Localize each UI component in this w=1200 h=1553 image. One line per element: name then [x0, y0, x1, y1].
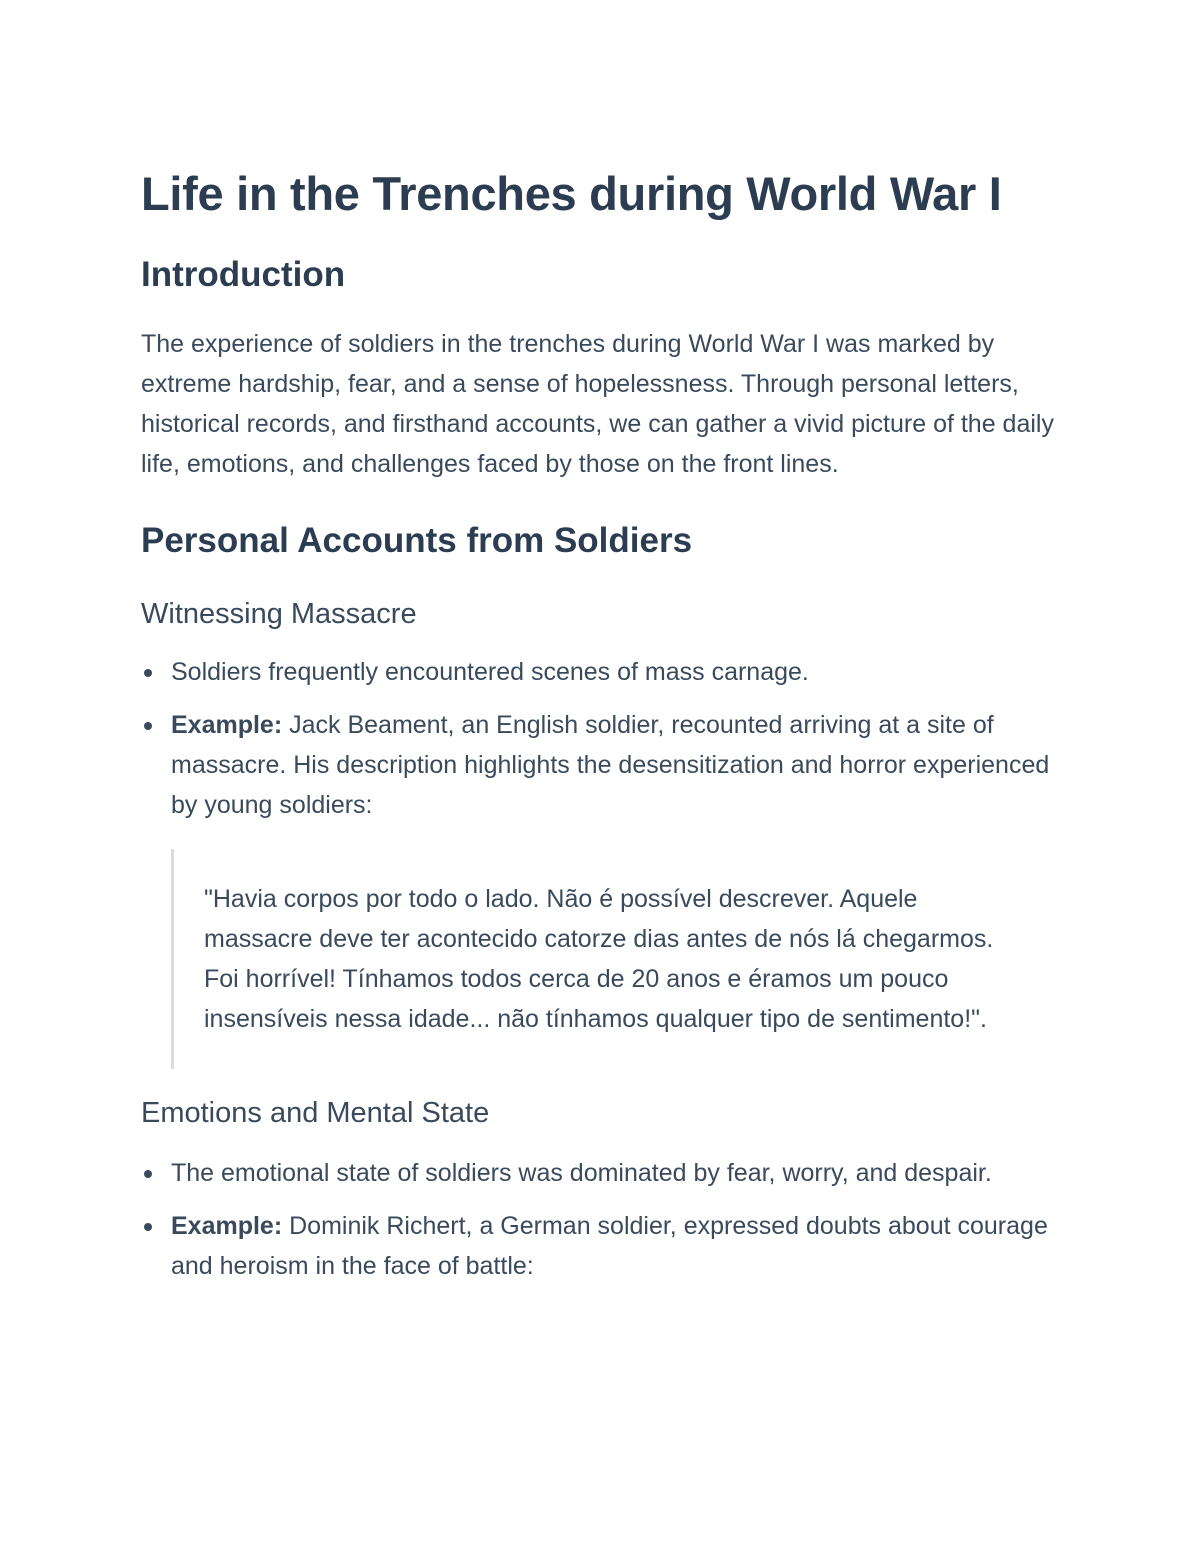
- list-item: [141, 652, 1061, 692]
- personal-accounts-heading: Personal Accounts from Soldiers: [141, 521, 693, 560]
- list-item: [141, 1206, 1061, 1286]
- document-title: Life in the Trenches during World War I: [141, 167, 1002, 220]
- list-item: [141, 1153, 1061, 1193]
- example-label: Example:: [171, 711, 283, 739]
- introduction-paragraph: The experience of soldiers in the trenches during World War I was marked by extreme hardship, fear, and a sense of hopelessness. Through personal letters, historical records, and firsthand accounts, we can gather a vivid picture of the daily life, emotions, and challenges faced by those on the front lines.: [141, 330, 1054, 478]
- bullet-icon: [144, 1170, 152, 1178]
- document-page: [141, 150, 1061, 1299]
- introduction-heading: Introduction: [141, 255, 346, 294]
- soldier-quote: "Havia corpos por todo o lado. Não é possível descrever. Aquele massacre deve ter acontecido catorze dias antes de nós lá chegarmos. Foi horrível! Tínhamos todos cerca de 20 anos e éramos um pouco insensíveis nessa idade... não tínhamos qualquer tipo de sentimento!".: [171, 849, 1024, 1069]
- list-item-text: Dominik Richert, a German soldier, expressed doubts about courage and heroism in the face of battle:: [171, 1212, 1048, 1280]
- bullet-icon: [144, 669, 152, 677]
- list-item-text: Jack Beament, an English soldier, recounted arriving at a site of massacre. His description highlights the desensitization and horror experienced by young soldiers:: [171, 711, 1050, 819]
- massacre-list: [141, 652, 1061, 825]
- list-item-text: Soldiers frequently encountered scenes of mass carnage.: [171, 658, 809, 686]
- witnessing-massacre-heading: Witnessing Massacre: [141, 598, 417, 630]
- emotions-heading: Emotions and Mental State: [141, 1097, 490, 1129]
- emotions-list: [141, 1153, 1061, 1286]
- list-item: [141, 705, 1061, 825]
- bullet-icon: [144, 1223, 152, 1231]
- example-label: Example:: [171, 1212, 283, 1240]
- bullet-icon: [144, 722, 152, 730]
- list-item-text: The emotional state of soldiers was dominated by fear, worry, and despair.: [171, 1159, 992, 1187]
